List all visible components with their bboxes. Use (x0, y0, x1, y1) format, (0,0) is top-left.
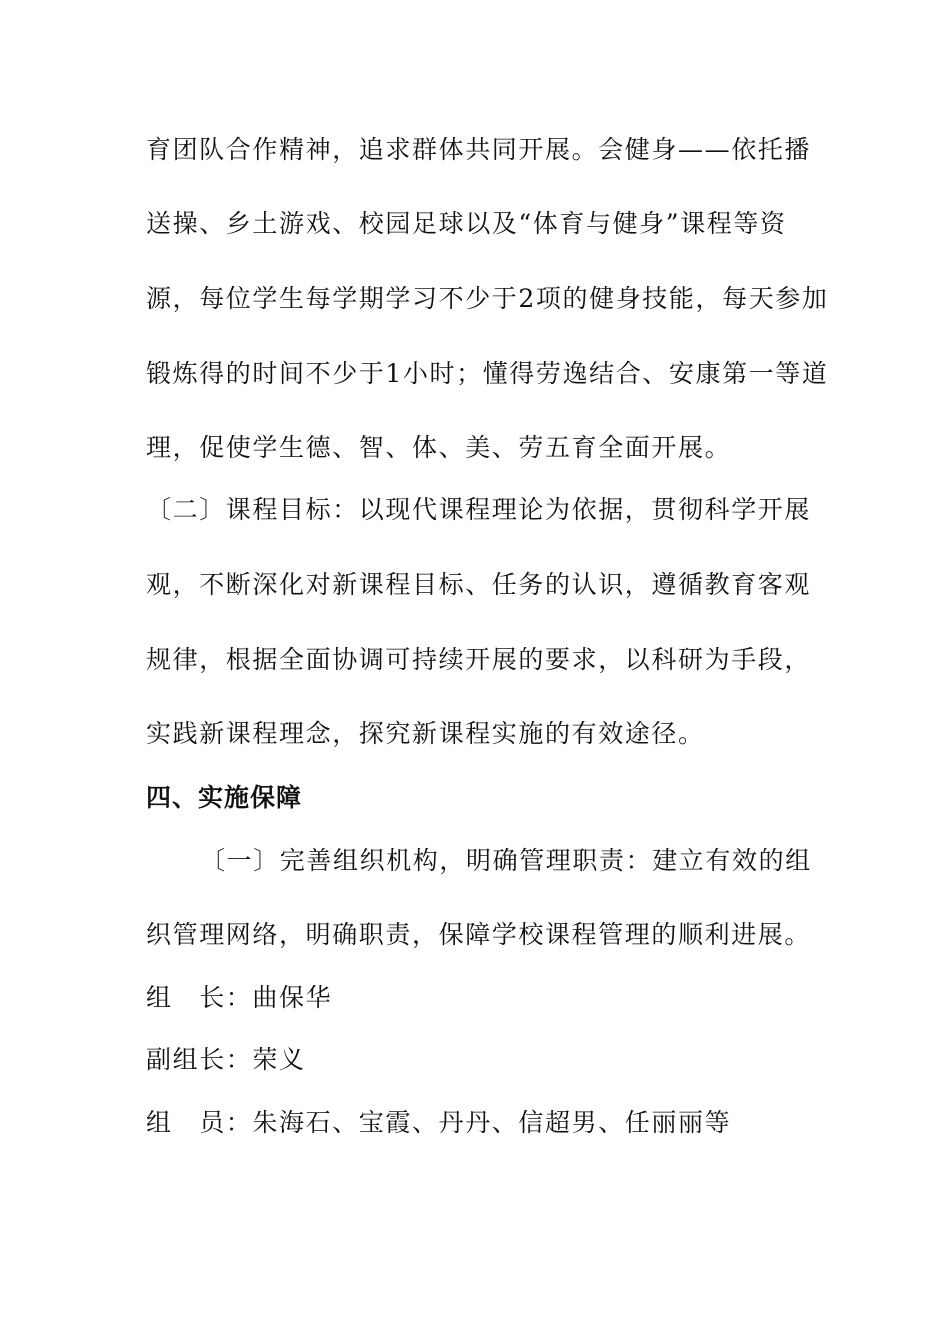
roster-deputy-leader: 副组长：荣义 (146, 1045, 306, 1074)
paragraph-line: 育团队合作精神，追求群体共同开展。会健身——依托播 (146, 135, 812, 164)
roster-leader: 组 长：曲保华 (146, 983, 333, 1012)
section-heading: 四、实施保障 (146, 783, 303, 812)
paragraph-line: 锻炼得的时间不少于1小时；懂得劳逸结合、安康第一等道 (146, 359, 829, 388)
paragraph-line: 理，促使学生德、智、体、美、劳五育全面开展。 (146, 433, 732, 462)
paragraph-line: 规律，根据全面协调可持续开展的要求，以科研为手段， (146, 645, 812, 674)
roster-members: 组 员：朱海石、宝霞、丹丹、信超男、任丽丽等 (146, 1108, 732, 1137)
paragraph-line: 实践新课程理念，探究新课程实施的有效途径。 (146, 719, 705, 748)
section-paragraph-line: 〔一〕完善组织机构，明确管理职责：建立有效的组 (200, 846, 812, 875)
section-paragraph-line: 织管理网络，明确职责，保障学校课程管理的顺利进展。 (146, 920, 812, 949)
paragraph-line: 送操、乡土游戏、校园足球以及“体育与健身”课程等资 (146, 209, 787, 238)
paragraph-line: 源，每位学生每学期学习不少于2项的健身技能，每天参加 (146, 284, 829, 313)
paragraph-line: 〔二〕课程目标：以现代课程理论为依据，贯彻科学开展 (146, 495, 812, 524)
paragraph-line: 观，不断深化对新课程目标、任务的认识，遵循教育客观 (146, 570, 812, 599)
